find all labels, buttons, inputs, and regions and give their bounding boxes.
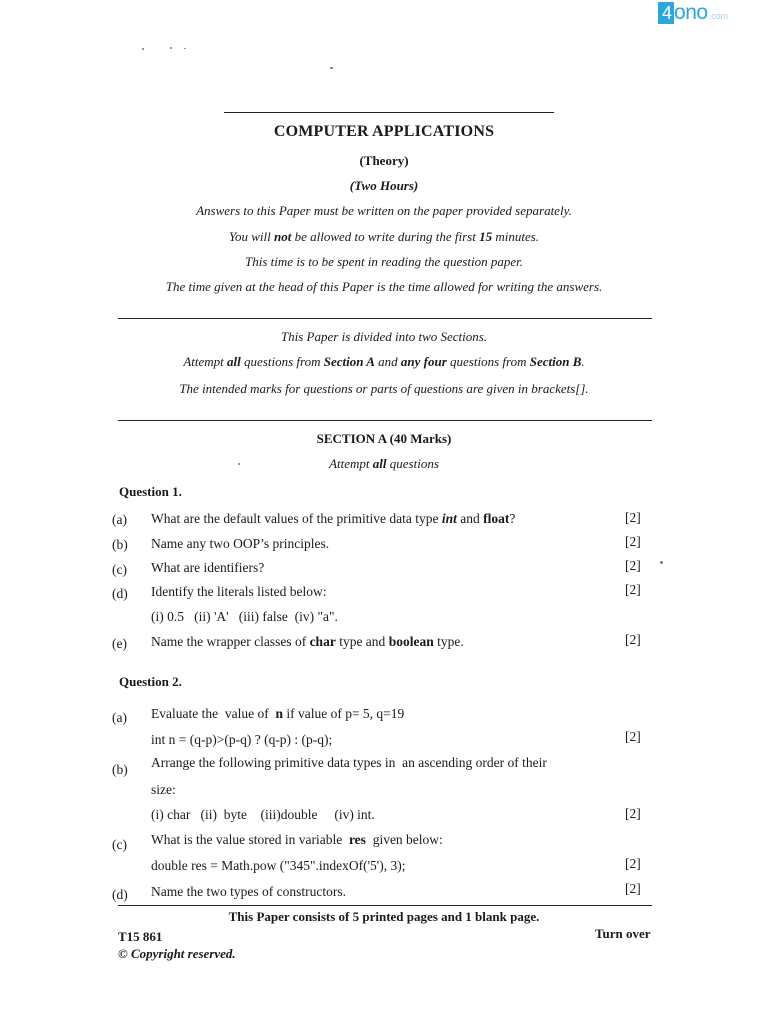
footer-rule (118, 905, 652, 906)
section-rule-2 (118, 420, 652, 421)
q1-e-marks: [2] (625, 632, 641, 647)
question-1-heading: Question 1. (119, 484, 182, 499)
question-2-heading: Question 2. (119, 674, 182, 689)
q2-c-text: What is the value stored in variable res given below: (151, 832, 443, 847)
paper-duration: (Two Hours) (349, 178, 419, 193)
q1-d-marks: [2] (625, 582, 641, 597)
instruction-line-4: The time given at the head of this Paper is the time allowed for writing the answers. (165, 279, 603, 294)
q2-b-line-1: Arrange the following primitive data types in an ascending order of their (151, 755, 547, 770)
copyright: © Copyright reserved. (118, 946, 236, 961)
instruction-line-3: This time is to be spent in reading the question paper. (245, 254, 523, 269)
scan-speck (142, 48, 144, 50)
scan-speck (660, 561, 663, 564)
q1-b-marks: [2] (625, 534, 641, 549)
scan-speck (330, 67, 333, 69)
sections-line-3: The intended marks for questions or parts of questions are given in brackets[]. (179, 381, 589, 396)
q2-a-label: (a) (112, 710, 127, 725)
top-rule (224, 112, 554, 113)
q2-a-code: int n = (q-p)>(p-q) ? (q-p) : (p-q); (151, 732, 333, 747)
q1-d-literals: (i) 0.5 (ii) 'A' (iii) false (iv) "a". (151, 609, 338, 624)
scan-speck (170, 47, 172, 49)
q1-e-text: Name the wrapper classes of char type and boolean type. (151, 634, 464, 649)
q2-d-marks: [2] (625, 881, 641, 896)
logo-digit: 4 (658, 2, 674, 24)
q2-a-marks: [2] (625, 729, 641, 744)
q1-d-text: Identify the literals listed below: (151, 584, 327, 599)
q2-b-marks: [2] (625, 806, 641, 821)
paper-title: COMPUTER APPLICATIONS (273, 123, 495, 140)
site-logo (658, 2, 728, 24)
paper-theory: (Theory) (359, 153, 409, 168)
instruction-line-1: Answers to this Paper must be written on the paper provided separately. (196, 203, 572, 218)
paper-code: T15 861 (118, 929, 163, 944)
logo-domain: .com (708, 11, 729, 21)
sections-line-2: Attempt all questions from Section A and any four questions from Section B. (183, 354, 585, 369)
q2-d-text: Name the two types of constructors. (151, 884, 346, 899)
q2-c-marks: [2] (625, 856, 641, 871)
q2-b-line-2: size: (151, 782, 176, 797)
q2-d-label: (d) (112, 887, 128, 902)
q1-c-text: What are identifiers? (151, 560, 265, 575)
q2-b-label: (b) (112, 762, 128, 777)
q1-a-marks: [2] (625, 510, 641, 525)
turn-over: Turn over (595, 926, 651, 941)
section-rule-1 (118, 318, 652, 319)
q1-c-label: (c) (112, 562, 127, 577)
q1-b-text: Name any two OOP’s principles. (151, 536, 330, 551)
q1-e-label: (e) (112, 636, 127, 651)
q1-d-label: (d) (112, 586, 128, 601)
section-a-title: SECTION A (40 Marks) (316, 431, 452, 446)
q1-c-marks: [2] (625, 558, 641, 573)
q1-a-text: What are the default values of the primitive data type int and float? (151, 511, 516, 526)
q1-b-label: (b) (112, 537, 128, 552)
instruction-line-2: You will not be allowed to write during the first 15 minutes. (228, 229, 540, 244)
scan-speck (184, 48, 186, 49)
q2-c-code: double res = Math.pow ("345".indexOf('5'), 3); (151, 858, 406, 873)
q2-b-options: (i) char (ii) byte (iii)double (iv) int. (151, 807, 375, 822)
pages-note: This Paper consists of 5 printed pages and 1 blank page. (228, 909, 540, 924)
logo-text: ono (674, 1, 708, 24)
q2-a-text: Evaluate the value of n if value of p= 5, q=19 (151, 706, 405, 721)
section-a-subtitle: Attempt all questions (329, 456, 439, 471)
sections-line-1: This Paper is divided into two Sections. (280, 329, 488, 344)
q1-a-label: (a) (112, 512, 127, 527)
q2-c-label: (c) (112, 837, 127, 852)
